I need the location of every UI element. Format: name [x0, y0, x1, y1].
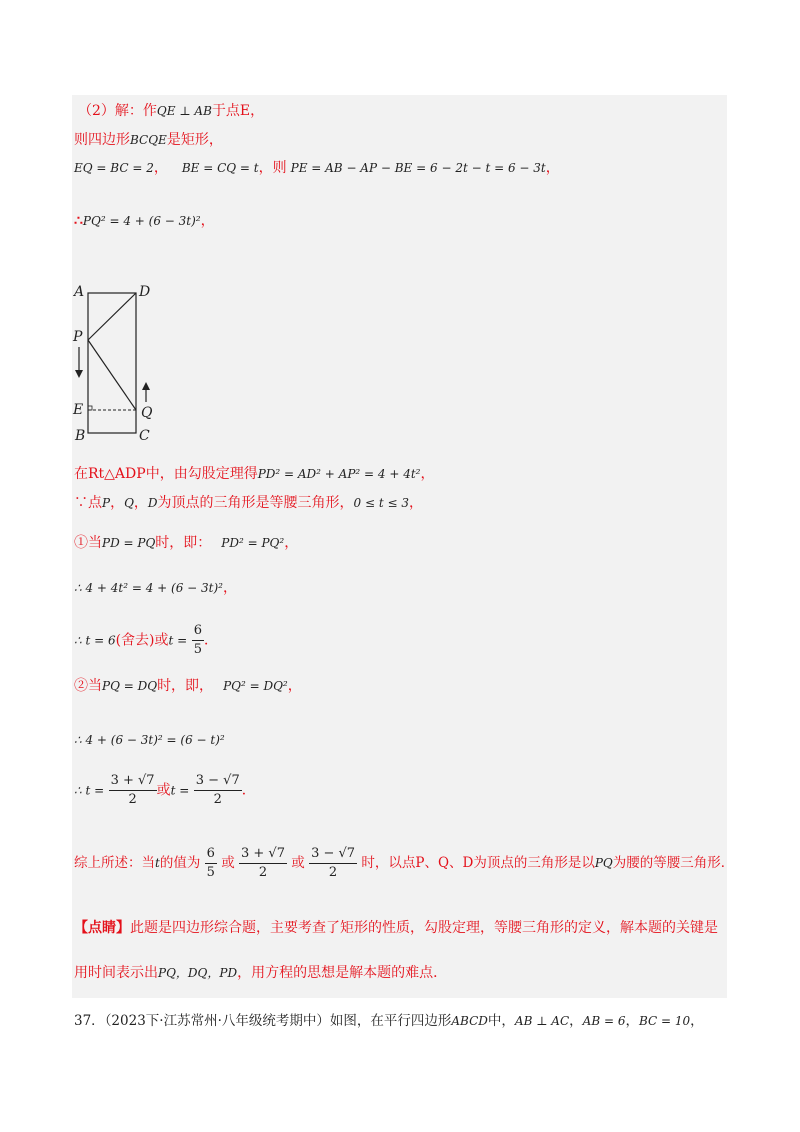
text: 则四边形	[74, 132, 130, 148]
formula: ∴ 4 + 4t² = 4 + (6 − 3t)²	[74, 581, 223, 595]
text: ，	[133, 495, 148, 511]
text: ，	[110, 495, 125, 511]
fraction-6-5	[192, 622, 204, 659]
text: ，	[569, 1013, 583, 1029]
text: ．	[203, 632, 218, 649]
numerator: 3 + √7	[239, 845, 287, 864]
pythagoras-statement	[74, 463, 435, 483]
text: ，	[153, 160, 168, 176]
formula: PQ，DQ，PD	[158, 966, 238, 980]
key-point-tag: 【点睛】	[74, 920, 130, 936]
text: 于点E，	[211, 103, 265, 119]
label-a: A	[74, 284, 85, 300]
text: ．	[241, 782, 256, 799]
text: 或	[221, 855, 235, 871]
fraction-3-plus-root7-over-2	[109, 772, 157, 809]
case-1-solution	[74, 622, 218, 659]
segment-pd	[88, 293, 136, 340]
formula: PD = PQ	[102, 536, 156, 550]
text: 为顶点的三角形是等腰三角形，	[157, 495, 354, 511]
case-2-solution	[74, 772, 256, 809]
text: ，	[690, 1013, 704, 1029]
case-2-equation	[74, 732, 225, 748]
text: ，则	[258, 160, 287, 176]
label-e: E	[73, 402, 84, 418]
rectangle-figure	[70, 280, 170, 445]
text: 此题是四边形综合题，主要考查了矩形的性质，勾股定理，等腰三角形的定义，解本题的关键是	[130, 920, 718, 936]
solution-step-heading	[78, 100, 264, 120]
text: 中，	[487, 1013, 515, 1029]
key-point-note	[74, 917, 718, 937]
length-relations	[74, 157, 560, 177]
key-point-note-continued	[74, 962, 447, 982]
text: 时，即：	[155, 535, 212, 551]
text: ，	[545, 160, 560, 176]
formula: 0 ≤ t ≤ 3	[353, 496, 410, 510]
text: ，	[223, 580, 237, 596]
rectangle-abcd	[88, 293, 136, 433]
denominator: 5	[206, 865, 215, 880]
text: ，	[409, 495, 424, 511]
arrow-up-head-icon	[142, 382, 150, 390]
fraction-3-minus-root7-over-2	[309, 845, 357, 882]
formula: PE = AB − AP − BE = 6 − 2t − t = 6 − 3t	[290, 161, 546, 175]
text: (舍去)或	[115, 632, 169, 649]
formula: ∴ t =	[74, 783, 105, 798]
label-d: D	[139, 284, 151, 300]
fraction-6-5	[205, 845, 217, 882]
question-37	[74, 1009, 704, 1029]
text: ∵点	[74, 495, 102, 511]
denominator: 2	[128, 792, 137, 807]
numerator: 3 + √7	[109, 772, 157, 791]
formula: BCQE	[130, 133, 167, 147]
text: 是矩形，	[166, 132, 223, 148]
text: 综上所述：当	[74, 855, 155, 871]
point-p: P	[102, 496, 111, 510]
text: 或	[291, 855, 305, 871]
text: ，	[287, 678, 302, 694]
formula: ∴ 4 + (6 − 3t)² = (6 − t)²	[74, 733, 225, 747]
text: 时，即，	[157, 678, 214, 694]
formula: EQ = BC = 2	[74, 161, 154, 175]
formula: PQ² = DQ²	[223, 679, 288, 693]
text: 或	[156, 782, 171, 799]
numerator: 6	[192, 622, 204, 641]
text: ，	[420, 466, 435, 482]
formula: QE ⊥ AB	[156, 104, 212, 118]
question-number: 37．	[74, 1013, 105, 1029]
case-1-equation	[74, 577, 237, 597]
denominator: 2	[213, 792, 222, 807]
formula: BC = 10	[638, 1014, 691, 1028]
label-p: P	[73, 329, 83, 345]
formula: AB ⊥ AC	[514, 1014, 570, 1028]
label-q: Q	[141, 405, 153, 421]
formula: PQ = DQ	[102, 679, 158, 693]
text: ，	[284, 535, 299, 551]
formula: t =	[170, 783, 190, 798]
text: ，	[625, 1013, 639, 1029]
text: ，	[200, 213, 215, 229]
formula: PQ² = 4 + (6 − 3t)²	[82, 214, 201, 228]
variable-t: t	[155, 856, 160, 870]
segment-pq	[88, 340, 136, 410]
formula: ∴ t = 6	[74, 633, 116, 648]
fraction-3-plus-root7-over-2	[239, 845, 287, 882]
case-2-heading	[74, 675, 302, 695]
denominator: 5	[193, 642, 202, 657]
formula: PD² = PQ²	[221, 536, 285, 550]
segment-pq: PQ	[594, 856, 613, 870]
pq-squared	[74, 210, 215, 230]
point-d: D	[147, 496, 158, 510]
text: 时，以点P、Q、D为顶点的三角形是以	[361, 855, 595, 871]
case-1-heading	[74, 532, 298, 552]
formula: BE = CQ = t	[181, 161, 259, 175]
formula: AB = 6	[582, 1014, 626, 1028]
arrow-down-head-icon	[75, 370, 83, 378]
fraction-3-minus-root7-over-2	[194, 772, 242, 809]
numerator: 6	[205, 845, 217, 864]
conclusion	[74, 845, 734, 882]
denominator: 2	[258, 865, 268, 880]
rectangle-statement	[74, 129, 223, 149]
formula: PD² = AD² + AP² = 4 + 4t²	[257, 467, 421, 481]
numerator: 3 − √7	[194, 772, 242, 791]
text: 在Rt△ADP中，由勾股定理得	[74, 466, 258, 482]
denominator: 2	[328, 865, 338, 880]
label-c: C	[139, 428, 150, 444]
text: （2）解：作	[78, 103, 157, 119]
point-q: Q	[124, 496, 134, 510]
text: 用时间表示出	[74, 965, 158, 981]
condition-statement	[74, 492, 423, 512]
text: 的值为	[159, 855, 201, 871]
text: ①当	[74, 535, 102, 551]
text: 为腰的等腰三角形．	[612, 855, 735, 871]
numerator: 3 − √7	[309, 845, 357, 864]
question-source: （2023下·江苏常州·八年级统考期中）如图，在平行四边形	[104, 1013, 452, 1029]
therefore-symbol: ∴	[74, 213, 83, 229]
text: ，用方程的思想是解本题的难点．	[237, 965, 448, 981]
formula: t =	[168, 633, 188, 648]
text: ②当	[74, 678, 102, 694]
formula: ABCD	[451, 1014, 488, 1028]
label-b: B	[75, 428, 86, 444]
